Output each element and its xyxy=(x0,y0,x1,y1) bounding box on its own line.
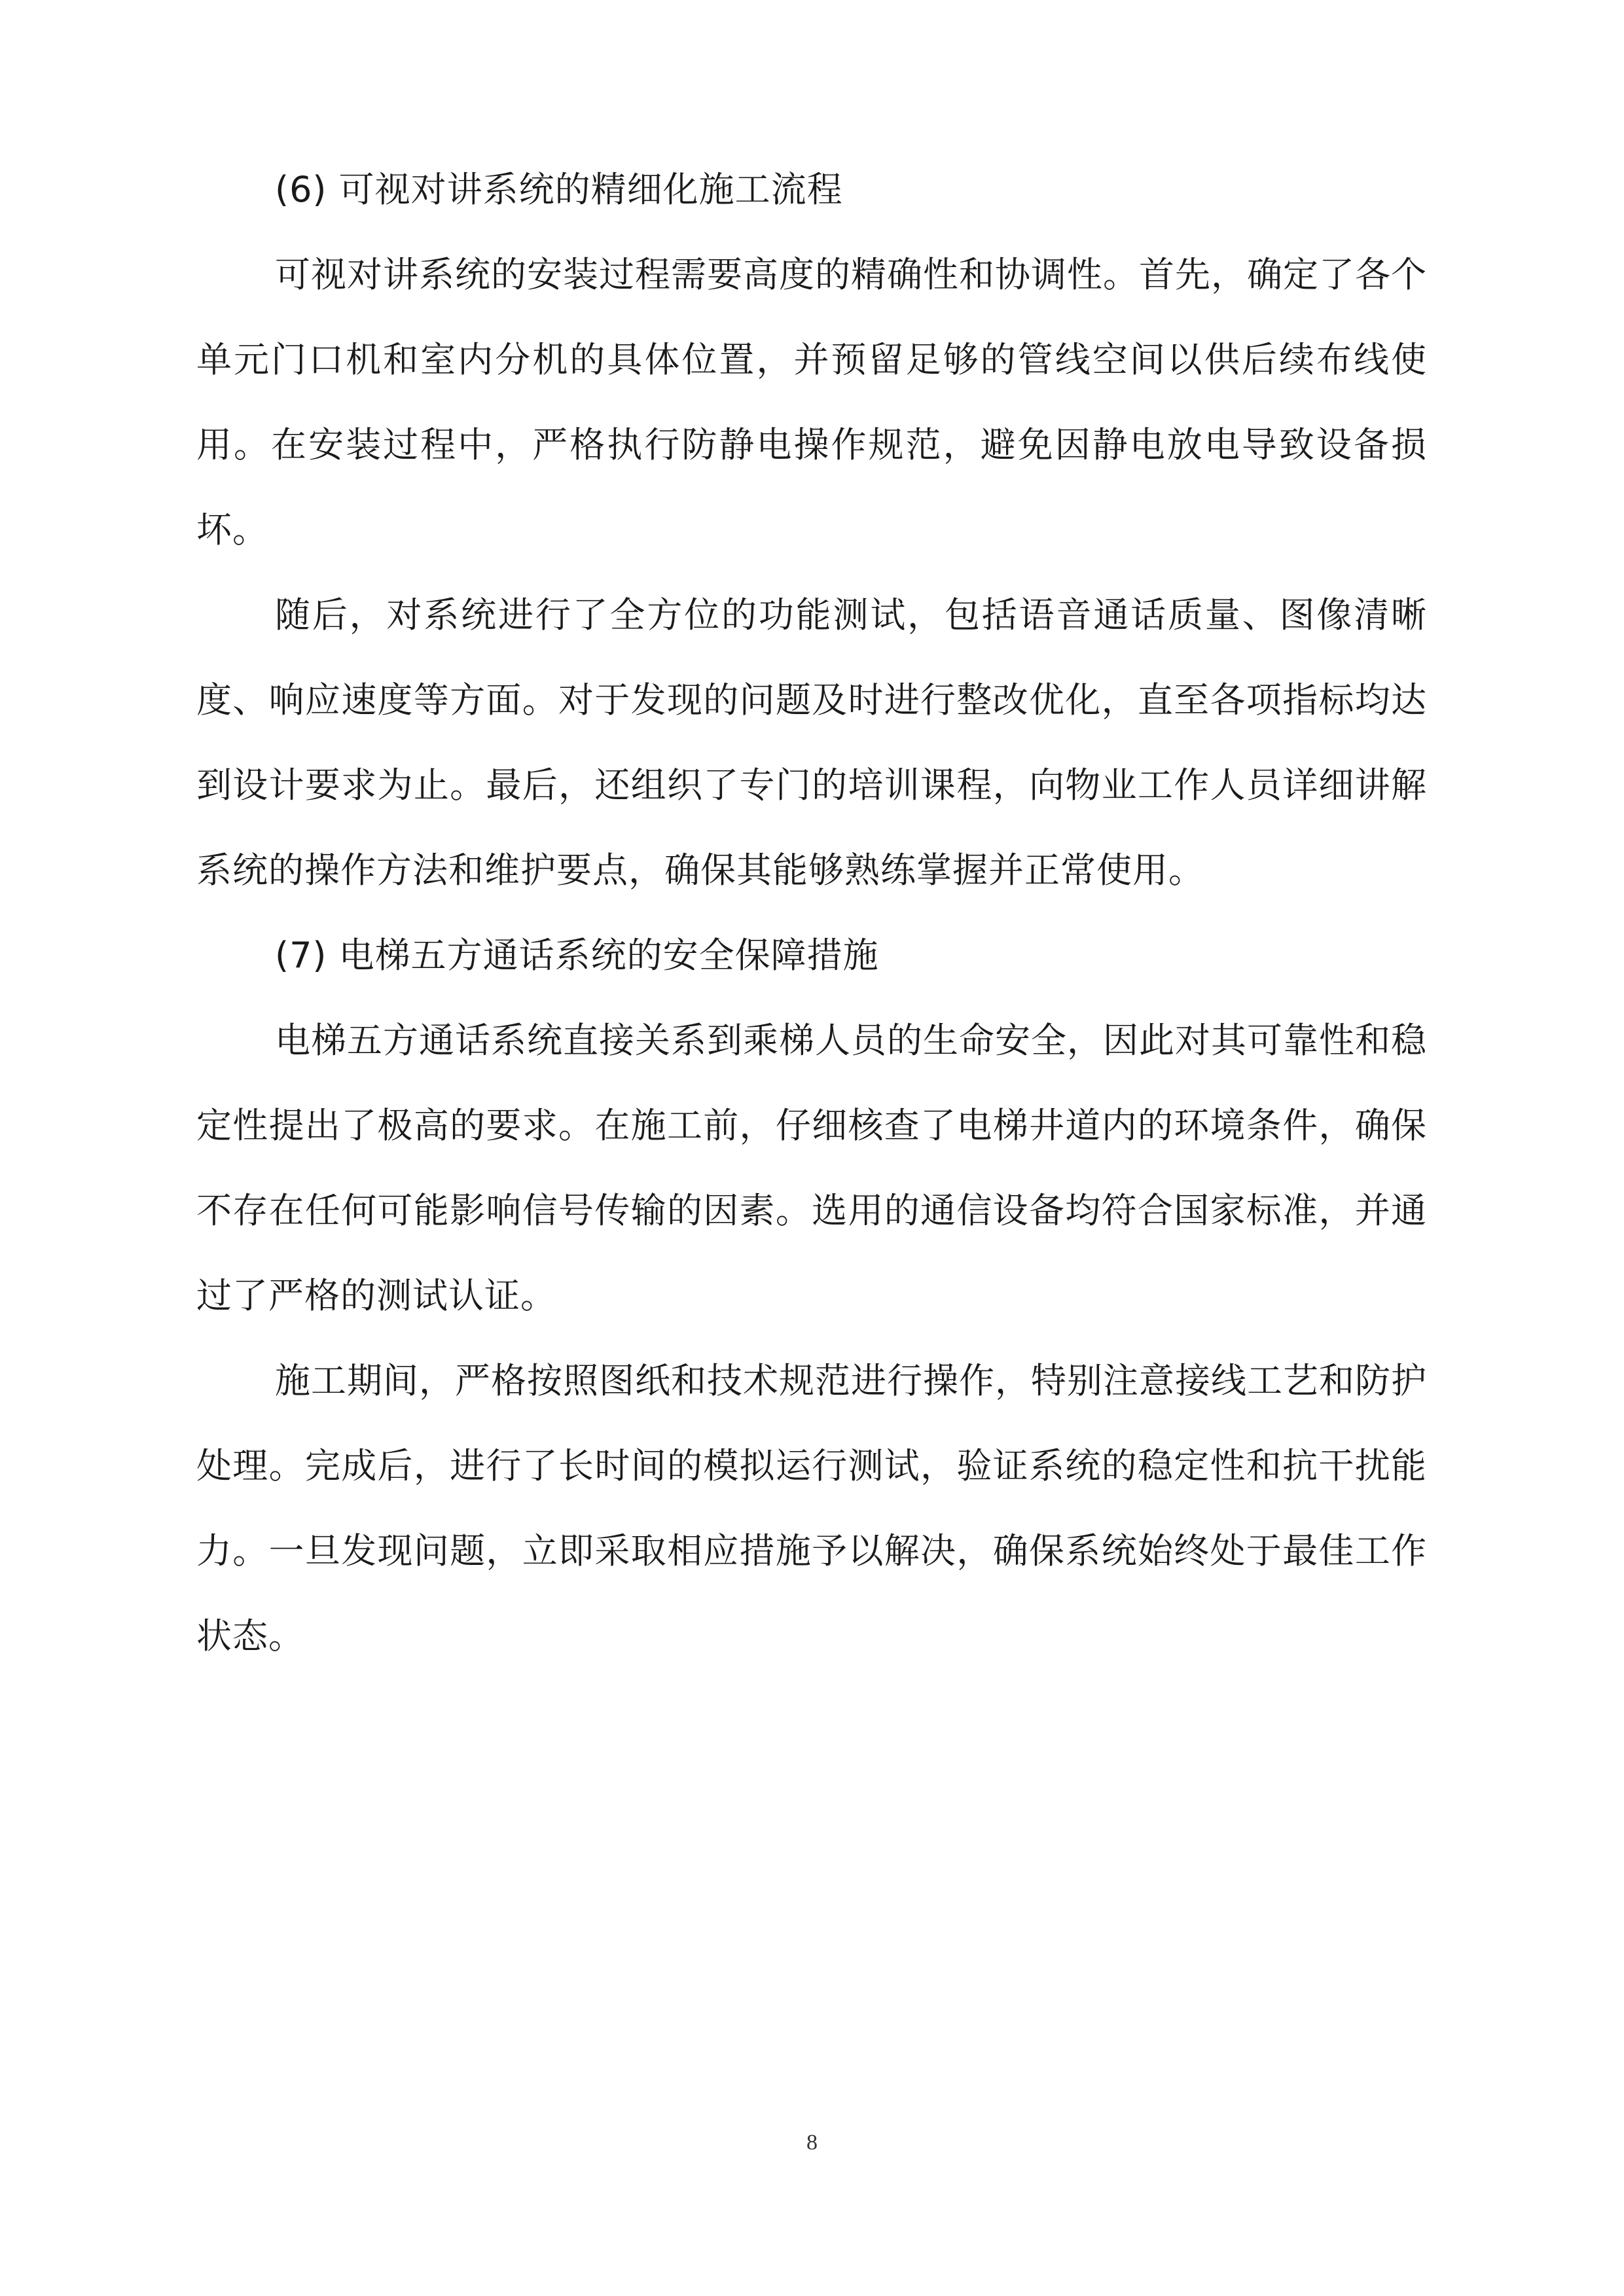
paragraph-7-2: 施工期间，严格按照图纸和技术规范进行操作，特别注意接线工艺和防护处理。完成后，进行了长时间的模拟运行测试，验证系统的稳定性和抗干扰能力。一旦发现问题，立即采取相应措施予以解决，确保系统始终处于最佳工作状态。 xyxy=(196,1360,1427,1657)
paragraph-6-2: 随后，对系统进行了全方位的功能测试，包括语音通话质量、图像清晰度、响应速度等方面。对于发现的问题及时进行整改优化，直至各项指标均达到设计要求为止。最后，还组织了专门的培训课程，向物业工作人员详细讲解系统的操作方法和维护要点，确保其能够熟练掌握并正常使用。 xyxy=(196,594,1427,891)
section-heading-7: (7) 电梯五方通话系统的安全保障措施 xyxy=(275,935,879,976)
paragraph-7-1: 电梯五方通话系统直接关系到乘梯人员的生命安全，因此对其可靠性和稳定性提出了极高的要求。在施工前，仔细核查了电梯井道内的环境条件，确保不存在任何可能影响信号传输的因素。选用的通信设备均符合国家标准，并通过了严格的测试认证。 xyxy=(196,1020,1427,1316)
section-heading-6: (6) 可视对讲系统的精细化施工流程 xyxy=(275,169,843,210)
page-number: 8 xyxy=(806,2130,818,2155)
paragraph-6-1: 可视对讲系统的安装过程需要高度的精确性和协调性。首先，确定了各个单元门口机和室内分机的具体位置，并预留足够的管线空间以供后续布线使用。在安装过程中，严格执行防静电操作规范，避免因静电放电导致设备损坏。 xyxy=(196,254,1427,550)
page-body xyxy=(196,147,1427,1679)
